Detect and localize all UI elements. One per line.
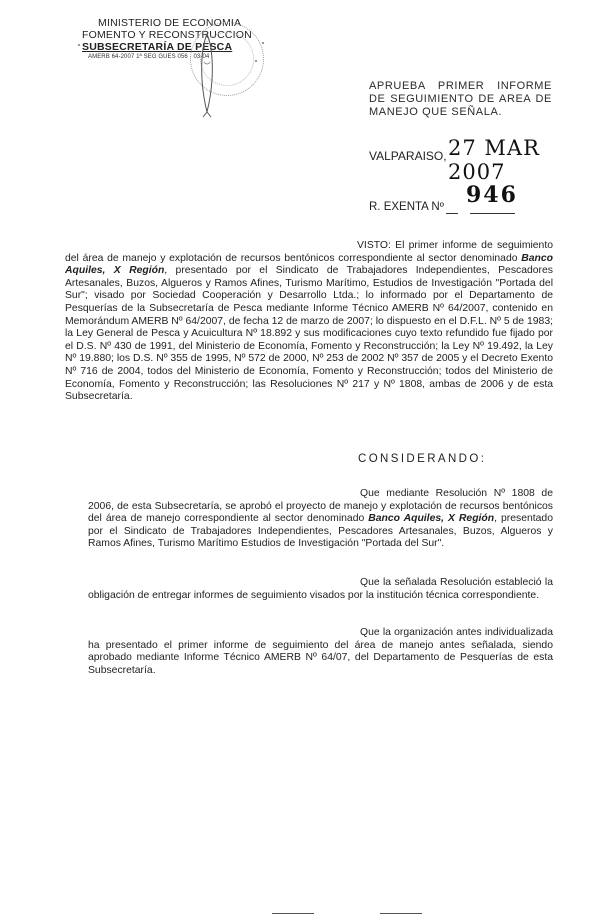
fish-emblem-icon [196, 32, 218, 118]
header-reference-code: AMERB 64-2007 1ª SEG GUES 056 · 03-04 [88, 54, 210, 60]
resolution-label: R. EXENTA Nº [369, 201, 444, 213]
considerando-paragraph-3: Que la organización antes individualizada ha presentado el primer informe de seguimiento del área de manejo antes señalada, siendo aprobado mediante Informe Técnico AMERB Nº 64/07, del Departamento de Pesquerías de esta Subsecretaría. [88, 627, 553, 676]
issue-date-stamp [448, 136, 600, 184]
visto-paragraph [65, 240, 553, 404]
considerando-heading: CONSIDERANDO: [358, 453, 487, 465]
visto-text-end: , presentado por el Sindicato de Trabajadores Independientes, Pescadores Artesanales, Buzos, Algueros y Ramos Afines, Turismo Marítimo, Estudios de Investigación "Portada del Sur"; visado por Sociedad Cooperación y Desarrollo Ltda.; lo informado por el Departamento de Pesquerías de la Subsecretaría de Pesca mediante Informe Técnico AMERB Nº 64/2007, contenido en Memorándum AMERB Nº 64/2007, de fecha 12 de marzo de 2007; lo dispuesto en el D.F.L. Nº 5 de 1983; la Ley General de Pesca y Acuicultura Nº 18.892 y sus modificaciones cuyo texto refundido fue fijado por el D.S. Nº 430 de 1991, del Ministerio de Economía, Fomento y Reconstrucción; la Ley Nº 19.492, la Ley Nº 19.880; los D.S. Nº 355 de 1995, Nº 572 de 2000, Nº 253 de 2002 Nº 357 de 2005 y el Decreto Exento Nº 716 de 2004, todos del Ministerio de Economía, Fomento y Reconstrucción; todos del Ministerio de Economía, Fomento y Reconstrucción; las Resoluciones Nº 217 y Nº 1808, ambas de 2006 y de esta Subsecretaría. [65, 265, 553, 403]
considerando-p1-sector-name: Banco Aquiles, X Región [368, 513, 495, 525]
resolution-summary: APRUEBA PRIMER INFORME DE SEGUIMIENTO DE AREA DE MANEJO QUE SEÑALA. [369, 80, 552, 118]
header-subsecretariat: SUBSECRETARÍA DE PESCA [82, 41, 233, 53]
issue-date: 27 MAR 2007 [448, 136, 540, 184]
considerando-p1-end: , presentado por el Sindicato de Trabajadores Independientes, Pescadores Artesanales, Buzos, Algueros y Ramos Afines, Turismo Marítimo Estudios de Investigación "Portada del Sur". [88, 513, 553, 550]
visto-sector-name: Banco Aquiles, X Región [65, 252, 553, 277]
visto-label: VISTO: [357, 240, 391, 251]
considerando-paragraph-1 [88, 488, 553, 551]
place-label: VALPARAISO, [369, 149, 447, 163]
signature-line-left [272, 913, 314, 914]
resolution-number: 946 [466, 182, 518, 208]
considerando-paragraph-2: Que la señalada Resolución estableció la obligación de entregar informes de seguimiento visados por la institución técnica correspondiente. [88, 577, 553, 601]
resolution-underline-right [470, 213, 515, 214]
header-ministry-line-2: FOMENTO Y RECONSTRUCCION [82, 29, 252, 41]
considerando-p1-start: Que mediante Resolución Nº 1808 de 2006, de esta Subsecretaría, se aprobó el proyecto de manejo y explotación de recursos bentónicos del área de manejo correspondiente al sector denominado [88, 488, 553, 525]
header-ministry-line: MINISTERIO DE ECONOMIA [98, 17, 242, 29]
visto-text-start: El primer informe de seguimiento del área de manejo y explotación de recursos bentónicos correspondiente al sector denominado [65, 240, 554, 264]
resolution-underline-left [446, 213, 458, 214]
signature-line-right [380, 913, 422, 914]
